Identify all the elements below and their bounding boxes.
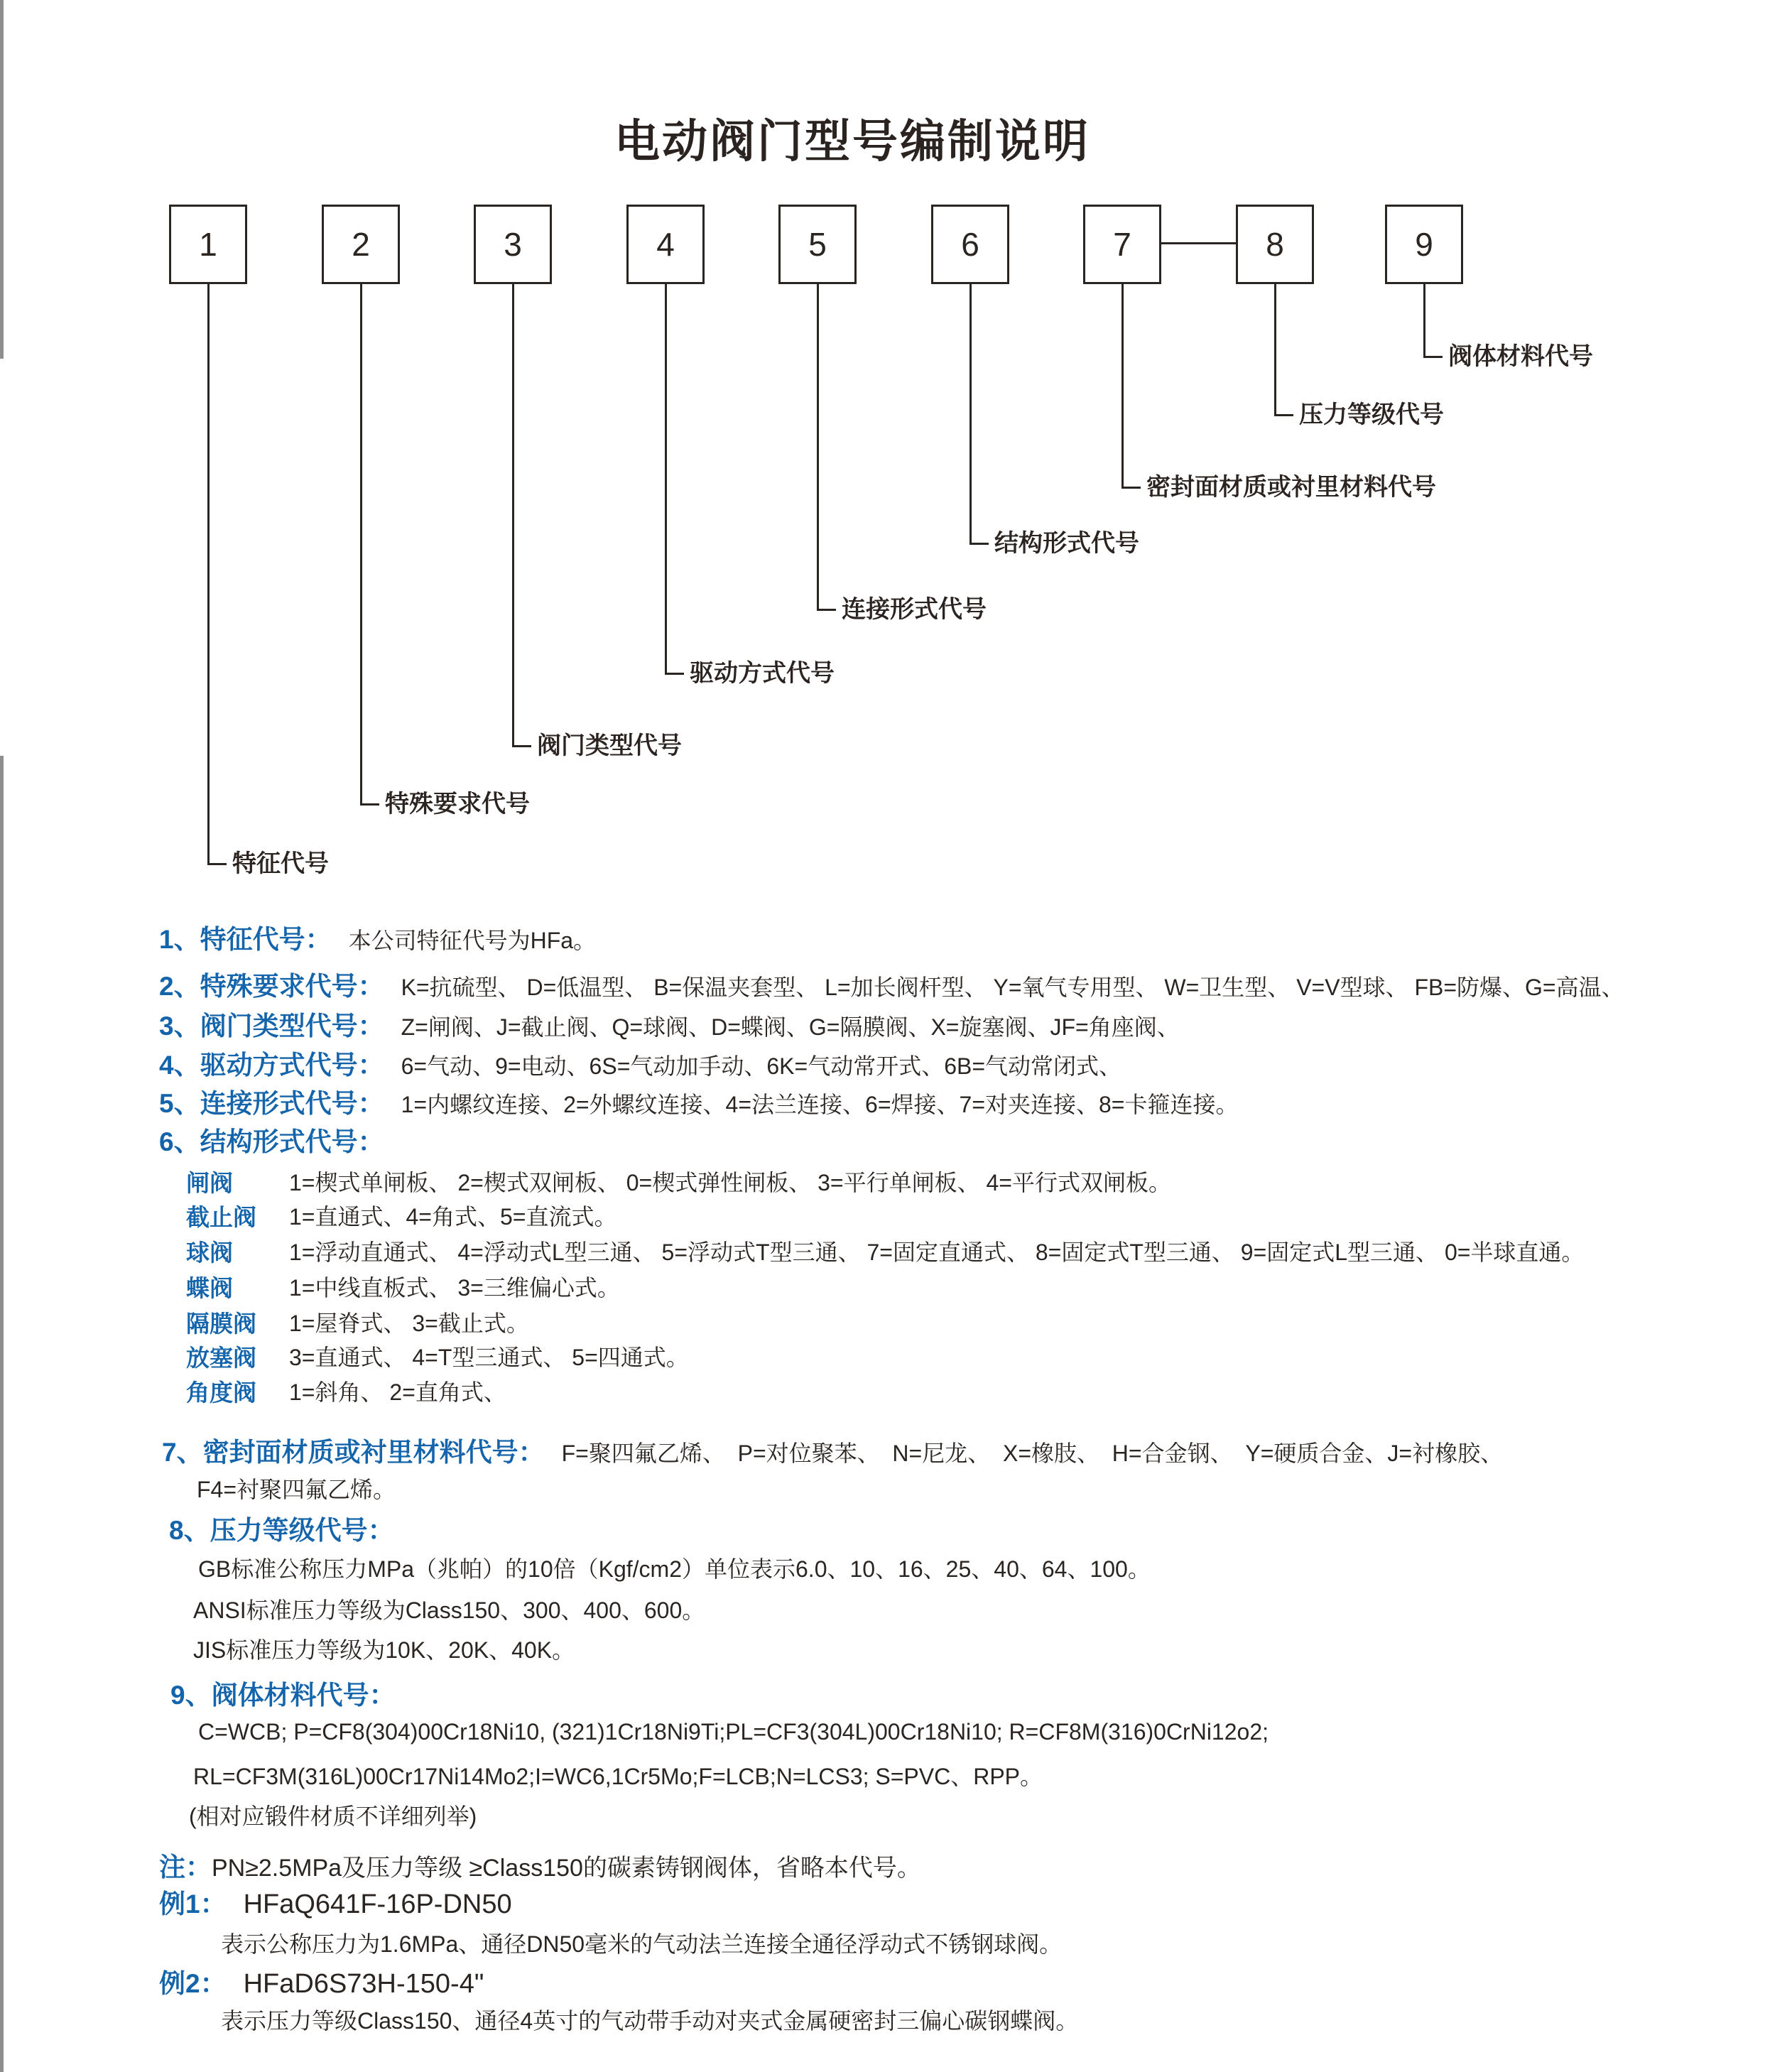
section-6-heading: 6、结构形式代号： [159, 1127, 384, 1156]
valve-type-name: 角度阀 [186, 1379, 256, 1406]
section-5-heading: 5、连接形式代号： [159, 1089, 384, 1118]
section-1-content: 本公司特征代号为HFa。 [348, 928, 597, 953]
box-number: 2 [352, 226, 370, 263]
example-1-row [159, 1882, 512, 1921]
section-5-content: 1=内螺纹连接、2=外螺纹连接、4=法兰连接、6=焊接、7=对夹连接、8=卡箍连接。 [401, 1092, 1239, 1117]
section-2 [159, 965, 1624, 1003]
valve-type-row [0, 1235, 1787, 1267]
valve-type-name: 隔膜阀 [186, 1311, 256, 1337]
leader-tick-4 [665, 673, 684, 675]
section-2-heading: 2、特殊要求代号： [159, 972, 384, 1001]
section-7-heading: 7、密封面材质或衬里材料代号： [162, 1438, 545, 1467]
section-9-heading: 9、阀体材料代号： [170, 1681, 396, 1710]
leader-tick-7 [1121, 487, 1141, 489]
leader-label-3: 阀门类型代号 [537, 732, 682, 759]
example-2-code: HFaD6S73H-150-4" [243, 1969, 484, 1999]
leader-tick-1 [207, 863, 227, 865]
section-9-line-3: (相对应锻件材质不详细列举) [189, 1803, 477, 1829]
leader-label-2: 特殊要求代号 [385, 791, 530, 818]
code-box-9 [1385, 205, 1463, 284]
leader-tick-8 [1274, 414, 1293, 416]
valve-type-codes: 1=中线直板式、 3=三维偏心式。 [289, 1275, 620, 1301]
leader-line-4 [665, 284, 667, 673]
box-number: 4 [656, 226, 675, 263]
box-number: 7 [1113, 226, 1131, 263]
section-9 [170, 1674, 396, 1712]
code-box-2 [322, 205, 400, 284]
box-number: 9 [1415, 226, 1433, 263]
leader-line-8 [1274, 284, 1276, 415]
note-row [159, 1845, 921, 1884]
section-3 [159, 1004, 1180, 1043]
code-box-8 [1236, 205, 1314, 284]
leader-tick-2 [360, 803, 379, 806]
valve-type-row [0, 1306, 1787, 1338]
code-box-7 [1083, 205, 1161, 284]
box-number: 6 [961, 226, 979, 263]
section-9-line-2: RL=CF3M(316L)00Cr17Ni14Mo2;I=WC6,1Cr5Mo;F=LCB;N=LCS3; S=PVC、RPP。 [193, 1764, 1043, 1789]
page-edge-line-bottom [0, 756, 4, 2072]
note-text: PN≥2.5MPa及压力等级 ≥Class150的碳素铸钢阀体，省略本代号。 [212, 1855, 921, 1882]
example-1-desc: 表示公称压力为1.6MPa、通径DN50毫米的气动法兰连接全通径浮动式不锈钢球阀。 [221, 1931, 1063, 1957]
leader-tick-9 [1423, 356, 1443, 358]
leader-label-5: 连接形式代号 [842, 596, 987, 623]
leader-label-8: 压力等级代号 [1299, 401, 1444, 428]
section-5 [159, 1082, 1239, 1120]
valve-type-name: 蝶阀 [186, 1275, 233, 1301]
section-7-content: F=聚四氟乙烯、 P=对位聚苯、 N=尼龙、 X=橡肢、 H=合金钢、 Y=硬质合金、J=衬橡胶、 [561, 1441, 1504, 1466]
valve-type-codes: 1=浮动直通式、 4=浮动式L型三通、 5=浮动式T型三通、 7=固定直通式、 8=固定式T型三通、 9=固定式L型三通、 0=半球直通。 [289, 1240, 1585, 1265]
section-8-line-gb: GB标准公称压力MPa（兆帕）的10倍（Kgf/cm2）单位表示6.0、10、16、25、40、64、100。 [198, 1556, 1151, 1582]
example-1-label: 例1： [159, 1889, 227, 1919]
section-4 [159, 1043, 1121, 1082]
leader-label-9: 阀体材料代号 [1448, 343, 1593, 370]
section-8-heading: 8、压力等级代号： [169, 1516, 394, 1545]
leader-line-5 [817, 284, 819, 609]
leader-tick-6 [969, 543, 989, 545]
section-3-heading: 3、阀门类型代号： [159, 1011, 384, 1041]
code-box-3 [474, 205, 552, 284]
valve-type-row [0, 1199, 1787, 1232]
leader-label-7: 密封面材质或衬里材料代号 [1146, 474, 1436, 501]
leader-line-2 [360, 284, 362, 804]
leader-tick-5 [817, 609, 836, 611]
leader-label-4: 驱动方式代号 [690, 660, 835, 687]
valve-type-row [0, 1340, 1787, 1372]
valve-type-codes: 1=屋脊式、 3=截止式。 [289, 1311, 529, 1336]
page-edge-line-top [0, 0, 4, 359]
section-7-content-line2: F4=衬聚四氟乙烯。 [197, 1477, 396, 1502]
box-number: 5 [808, 226, 827, 263]
code-box-5 [778, 205, 857, 284]
section-6 [159, 1120, 384, 1159]
valve-type-name: 放塞阀 [186, 1345, 256, 1371]
section-8-line-jis: JIS标准压力等级为10K、20K、40K。 [193, 1637, 575, 1663]
section-3-content: Z=闸阀、J=截止阀、Q=球阀、D=蝶阀、G=隔膜阀、X=旋塞阀、JF=角座阀、 [401, 1014, 1180, 1040]
valve-type-name: 球阀 [186, 1240, 233, 1266]
leader-label-1: 特征代号 [232, 850, 329, 877]
valve-type-name: 截止阀 [186, 1204, 256, 1230]
valve-type-codes: 1=斜角、 2=直角式、 [289, 1379, 506, 1405]
leader-line-9 [1423, 284, 1425, 357]
section-1 [159, 918, 596, 956]
section-8-line-ansi: ANSI标准压力等级为Class150、300、400、600。 [193, 1598, 705, 1623]
section-7 [162, 1431, 1503, 1469]
valve-type-codes: 3=直通式、 4=T型三通式、 5=四通式。 [289, 1345, 689, 1370]
code-box-1 [169, 205, 247, 284]
valve-type-row [0, 1165, 1787, 1198]
note-label: 注： [159, 1853, 212, 1882]
valve-type-codes: 1=直通式、4=角式、5=直流式。 [289, 1204, 617, 1230]
example-1-code: HFaQ641F-16P-DN50 [243, 1889, 512, 1919]
leader-line-7 [1121, 284, 1124, 487]
box-number: 1 [199, 226, 217, 263]
valve-type-row [0, 1374, 1787, 1407]
section-2-content: K=抗硫型、 D=低温型、 B=保温夹套型、 L=加长阀杆型、 Y=氧气专用型、 W=卫生型、 V=V型球、 FB=防爆、G=高温、 [401, 975, 1624, 1000]
box-number: 8 [1266, 226, 1284, 263]
section-4-heading: 4、驱动方式代号： [159, 1051, 384, 1080]
section-9-line-1: C=WCB; P=CF8(304)00Cr18Ni10, (321)1Cr18Ni9Ti;PL=CF3(304L)00Cr18Ni10; R=CF8M(316)0CrNi12o2; [198, 1719, 1269, 1745]
valve-type-name: 闸阀 [186, 1170, 233, 1196]
example-2-row [159, 1962, 484, 2000]
section-4-content: 6=气动、9=电动、6S=气动加手动、6K=气动常开式、6B=气动常闭式、 [401, 1053, 1122, 1079]
page-title: 电动阀门型号编制说明 [614, 116, 1090, 167]
leader-label-6: 结构形式代号 [994, 530, 1139, 557]
leader-line-3 [512, 284, 514, 746]
valve-type-codes: 1=楔式单闸板、 2=楔式双闸板、 0=楔式弹性闸板、 3=平行单闸板、 4=平行式双闸板。 [289, 1170, 1171, 1195]
leader-line-6 [969, 284, 972, 543]
section-1-heading: 1、特征代号： [159, 925, 332, 954]
example-2-desc: 表示压力等级Class150、通径4英寸的气动带手动对夹式金属硬密封三偏心碳钢蝶阀。 [221, 2008, 1079, 2034]
section-8 [169, 1509, 394, 1547]
example-2-label: 例2： [159, 1969, 227, 1998]
leader-tick-3 [512, 745, 531, 747]
code-box-6 [931, 205, 1009, 284]
code-box-4 [626, 205, 705, 284]
valve-type-row [0, 1270, 1787, 1303]
connector-line-7-8 [1161, 242, 1236, 244]
box-number: 3 [504, 226, 522, 263]
leader-line-1 [207, 284, 210, 864]
